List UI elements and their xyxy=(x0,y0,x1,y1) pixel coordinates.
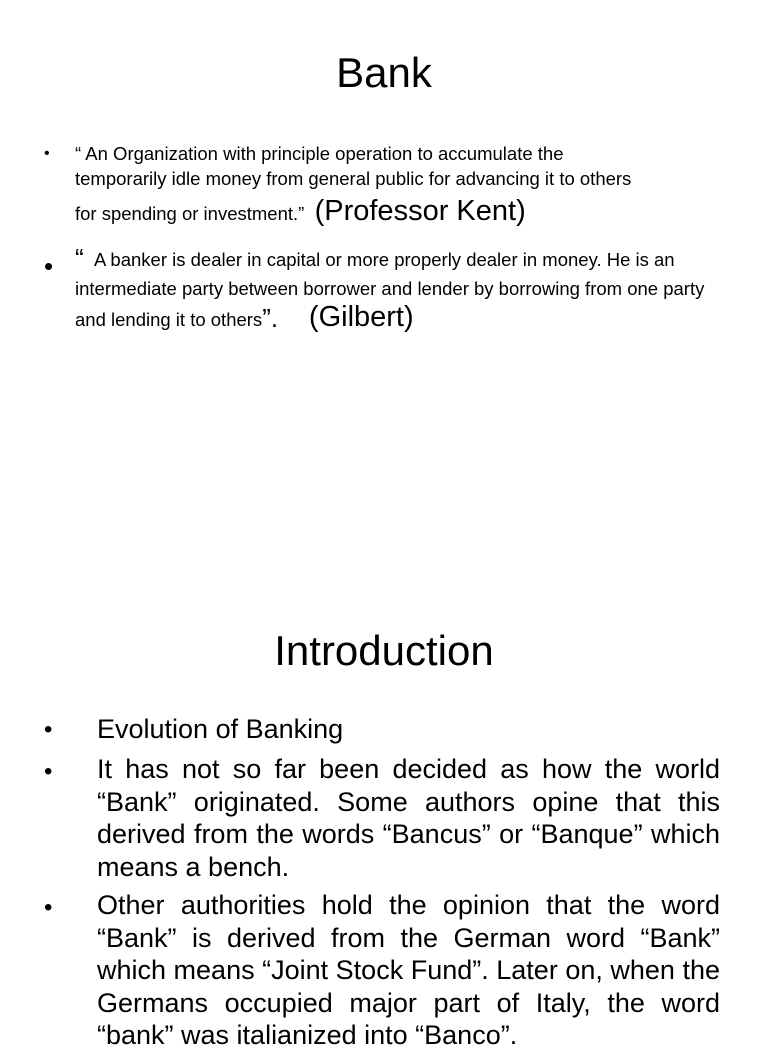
intro-bullet-evolution: Evolution of Banking xyxy=(97,714,344,744)
bullet-dot: • xyxy=(44,894,53,921)
attribution-gilbert: (Gilbert) xyxy=(308,301,414,333)
definition-kent xyxy=(75,141,725,226)
attribution-kent: (Professor Kent) xyxy=(314,195,526,227)
definition-kent-line1: An Organization with principle operation to accumulate the xyxy=(81,143,564,164)
bullet-dot: • xyxy=(44,758,53,785)
bullet-dot: • xyxy=(44,145,50,162)
close-quote: ”. xyxy=(262,303,279,333)
intro-bullet-german-origin: Other authorities hold the opinion that the word “Bank” is derived from the German word “Bank” which means “Joint Stock Fund”. Later on, when the Germans occupied major part of Italy, the word “bank” was italianized into “Banco”. xyxy=(97,890,720,1050)
open-quote: “ xyxy=(75,143,82,164)
definition-kent-line2: temporarily idle money from general public for advancing it to others xyxy=(75,168,632,189)
definition-gilbert xyxy=(75,245,725,334)
definition-gilbert-text: A banker is dealer in capital or more properly dealer in money. He is an intermediate party between borrower and lender by borrowing from one party and lending it to others xyxy=(75,249,705,330)
bullet-dot: • xyxy=(44,716,53,743)
slide-title-bank: Bank xyxy=(336,49,432,96)
slide-title-introduction: Introduction xyxy=(274,627,494,674)
open-quote: “ xyxy=(75,243,84,273)
slide-introduction xyxy=(0,590,768,1050)
bullet-dot: • xyxy=(44,251,54,281)
intro-bullet-origin: It has not so far been decided as how the world “Bank” originated. Some authors opine that this derived from the words “Bancus” or “Banque” which means a bench. xyxy=(97,754,720,882)
definition-kent-line3: for spending or investment.” xyxy=(75,203,305,224)
